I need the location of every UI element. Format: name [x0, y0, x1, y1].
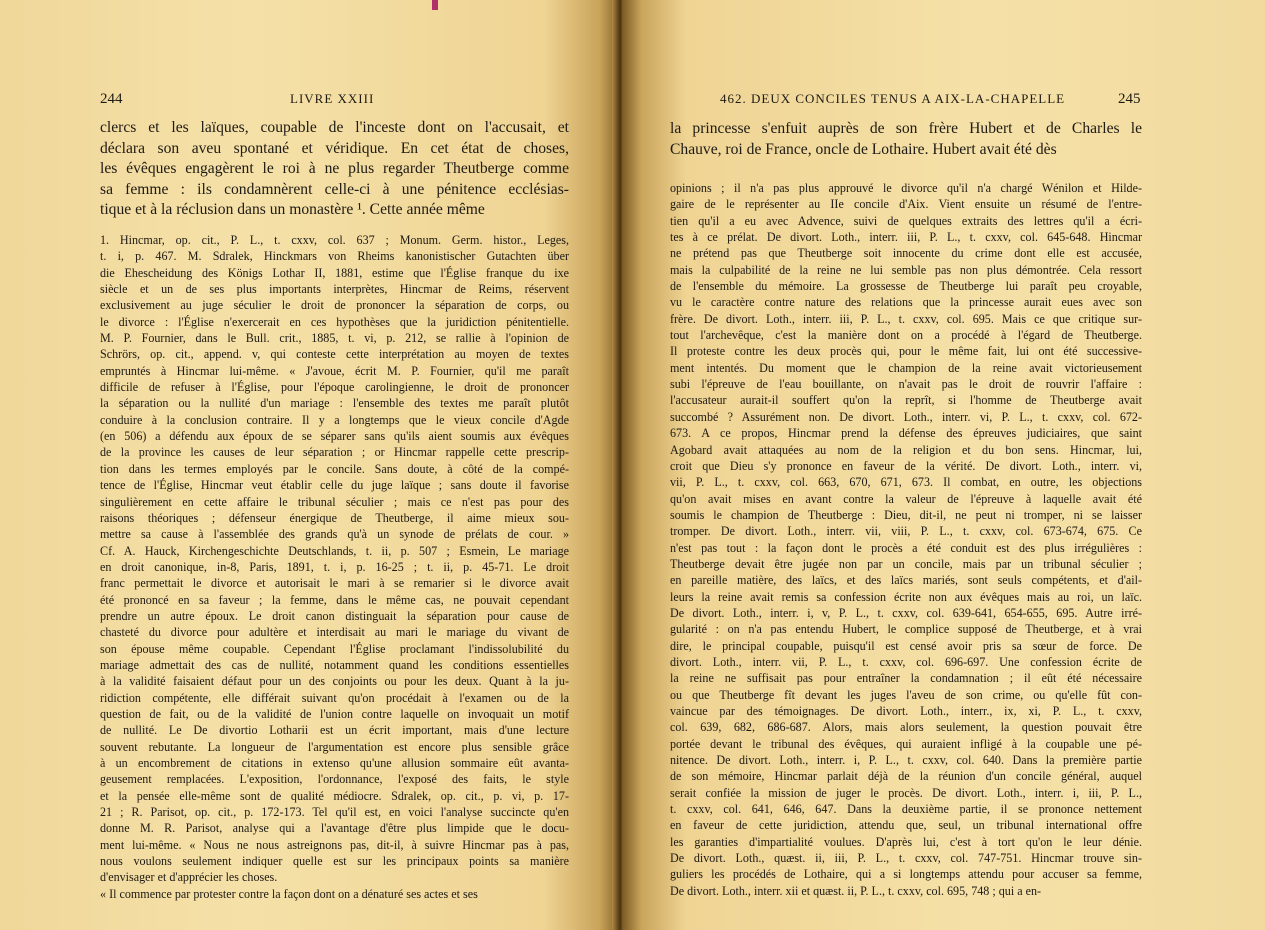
body-line: la princesse s'enfuit auprès de son frère Hubert et de Charles le: [670, 120, 1142, 137]
footnote-line: nitence. De divort. Loth., interr. i, P. L., t. cxxv, col. 640. Dans la première partie: [670, 753, 1142, 768]
footnote-line: siècle et un de ses plus importants interprètes, Hincmar de Reims, réservent: [100, 282, 569, 297]
body-line: déclara son aveu spontané et véridique. En cet état de choses,: [100, 139, 569, 157]
footnote-line: tout l'archevêque, c'est la manière dont on a procédé à l'égard de Theutberge.: [670, 328, 1142, 343]
footnote-line: ment intentés. Du moment que le champion de la reine avait victorieusement: [670, 360, 1142, 375]
footnote-line: qu'on avait mises en avant contre la valeur de l'épreuve à laquelle avait été: [670, 491, 1142, 506]
footnote-line: à la validité faisaient défaut pour un des conjoints ou pour les deux. Quant à la ju-: [100, 674, 569, 689]
right-page: [622, 0, 1265, 930]
footnote-line: mais la culpabilité de la reine ne lui semble pas non plus démontrée. Cela ressort: [670, 262, 1142, 277]
footnote-line: Cf. A. Hauck, Kirchengeschichte Deutschlands, t. ii, p. 507 ; Esmein, Le mariage: [100, 543, 569, 558]
footnote-line: « Il commence par protester contre la façon dont on a dénaturé ses actes et ses: [100, 886, 478, 901]
footnote-line: ment lui-même. « Nous ne nous astreignons pas, dit-il, à suivre Hincmar pas à pas,: [100, 837, 569, 852]
footnote-line: M. P. Fournier, dans le Bull. crit., 1885, t. vi, p. 212, se rallie à l'opinion de: [100, 331, 569, 346]
footnote-line: d'envisager et d'apprécier les choses.: [100, 870, 278, 885]
right-footnotes: [670, 180, 1142, 899]
footnote-line: 21 ; R. Parisot, op. cit., p. 172-173. Tel qu'il est, en voici l'analyse succincte qu'en: [100, 805, 569, 820]
footnote-line: en droit canonique, in-8, Paris, 1891, t. i, p. 16-25 ; t. ii, p. 45-71. Le droit: [100, 559, 569, 574]
footnote-line: nous voulons seulement indiquer quelle est sur les principaux points sa manière: [100, 854, 569, 869]
footnote-line: tes à ce prélat. De divort. Loth., interr. iii, P. L., t. cxxv, col. 645-648. Hincmar: [670, 230, 1142, 245]
footnote-line: de nullité. Le De divortio Lotharii est un écrit important, mais d'une lecture: [100, 723, 569, 738]
footnote-line: Il proteste contre les deux procès qui, pour le même fait, lui ont été successive-: [670, 344, 1142, 359]
footnote-line: Theutberge devait être jugée non par un concile, mais par un tribunal séculier ;: [670, 556, 1142, 571]
footnote-line: n'est pas tout : la façon dont le procès a été conduit est des plus irrégulières :: [670, 540, 1142, 555]
left-page-number: 244: [100, 91, 123, 107]
footnote-line: Agobard avait attaquées au nom de la religion et du bon sens. Hincmar, lui,: [670, 442, 1142, 457]
right-page-number: 245: [1118, 91, 1141, 107]
footnote-line: ou que Theutberge fît devant les juges l'aveu de son crime, ou qu'elle fût con-: [670, 687, 1142, 702]
footnote-line: de son mémoire, Hincmar parlait déjà de la réunion d'un concile général, auquel: [670, 769, 1142, 784]
footnote-line: difficile de refuser à l'Église, pour l'époque carolingienne, le droit de prononcer: [100, 380, 569, 395]
footnote-line: vii, P. L., t. cxxv, col. 663, 670, 671, 673. Il combat, en outre, les objections: [670, 475, 1142, 490]
body-line: les évêques engagèrent le roi à ne plus regarder Theutberge comme: [100, 160, 569, 178]
body-line: tique et à la réclusion dans un monastère ¹. Cette année même: [100, 201, 485, 219]
footnote-line: tion dans les termes employés par le concile. Sans doute, à côté de la compé-: [100, 461, 569, 476]
footnote-line: geusement remplacées. L'exposition, l'ordonnance, l'exposé des faits, le style: [100, 772, 569, 787]
footnote-line: col. 639, 682, 686-687. Alors, mais alors seulement, la question pouvait être: [670, 720, 1142, 735]
left-page: [0, 0, 618, 930]
footnote-line: 673. A ce propos, Hincmar prend la défense des épreuves judiciaires, que saint: [670, 426, 1142, 441]
footnote-line: singulièrement en cette affaire le tribunal séculier ; mais ce n'est pas pour des: [100, 494, 569, 509]
footnote-line: de l'ensemble du mémoire. La grossesse de Theutberge lui paraît peu croyable,: [670, 279, 1142, 294]
footnote-line: t. cxxv, col. 641, 646, 647. Dans la deuxième partie, il se prononce nettement: [670, 802, 1142, 817]
footnote-line: guliers les procédés de Lothaire, qui a si longtemps attendu pour accuser sa femme,: [670, 867, 1142, 882]
footnote-line: son épouse même coupable. Cependant l'Église proclamant l'indissolubilité du: [100, 641, 569, 656]
footnote-line: portée devant le tribunal des évêques, qui auraient infligé à la coupable une pé-: [670, 736, 1142, 751]
footnote-line: à un encombrement de citations in extenso qu'une allusion sommaire eût avanta-: [100, 756, 569, 770]
footnote-line: franc permettait le divorce et autorisait le mari à se remarier si le divorce avait: [100, 576, 569, 591]
footnote-line: dire, le principal coupable, puisqu'il est censé avoir pris sa sœur de force. De: [670, 638, 1142, 653]
footnote-line: en faveur de cette juridiction, attendu que, seul, un tribunal international offre: [670, 818, 1142, 833]
footnote-line: prendre un autre époux. Le droit canon distinguait la séparation pour cause de: [100, 608, 569, 623]
body-line: sa femme : ils condamnèrent celle-ci à une pénitence ecclésias-: [100, 180, 569, 198]
footnote-line: conduire à la conclusion contraire. Il y a longtemps que le vieux concile d'Agde: [100, 412, 569, 427]
ribbon-mark: [432, 0, 438, 10]
footnote-line: mariage admettait des cas de nullité, notamment quand les conditions essentielles: [100, 657, 569, 672]
footnote-line: donne M. R. Parisot, analyse qui a l'avantage d'être plus limpide que le docu-: [100, 821, 569, 836]
footnote-line: (en 506) a défendu aux époux de se séparer sans qu'ils aient soumis aux évêques: [100, 429, 569, 444]
footnote-line: serait confiée la mission de juger le procès. De divort. Loth., interr. i, iii, P. L.,: [670, 785, 1142, 800]
footnote-line: le divorce : l'Église n'exercerait en ces hypothèses que la juridiction pénitentielle.: [100, 314, 569, 329]
footnote-line: 1. Hincmar, op. cit., P. L., t. cxxv, col. 637 ; Monum. Germ. histor., Leges,: [100, 233, 569, 247]
footnote-line: croit que Dieu s'y prononce en faveur de la vérité. De divort. Loth., interr. vi,: [670, 458, 1142, 473]
footnote-line: subi l'épreuve de l'eau bouillante, on n'avait pas le droit de rouvrir l'affaire :: [670, 377, 1142, 392]
footnote-line: en pareille matière, des laïcs, et des laïcs mariés, sont seuls compétents, et d'ail-: [670, 573, 1142, 588]
right-running-head: 462. DEUX CONCILES TENUS A AIX-LA-CHAPELLE: [720, 91, 1066, 106]
footnote-line: vu le caractère contre nature des relations que la princesse aurait eues avec son: [670, 295, 1142, 310]
footnote-line: exclusivement au juge séculier le droit de prononcer la séparation de corps, ou: [100, 298, 569, 313]
footnote-line: chasteté du divorce pour adultère et interdisait au mari le mariage du vivant de: [100, 625, 569, 640]
footnote-line: die Ehescheidung des Königs Lothar II, 1881, estime que l'Église franque du ixe: [100, 265, 569, 280]
footnote-line: mettre sa cause à l'assemblée des grands qu'à un synode de prélats de cour. »: [100, 527, 569, 542]
footnote-line: souvent rebutante. La longueur de l'argumentation est encore plus sensible grâce: [100, 739, 569, 754]
body-line: clercs et les laïques, coupable de l'inceste dont on l'accusait, et: [100, 119, 569, 136]
footnote-line: et la pensée elle-même sont de qualité médiocre. Sdralek, op. cit., p. vi, p. 17-: [100, 788, 569, 803]
footnote-line: succombé ? Assurément non. De divort. Loth., interr. vi, P. L., t. cxxv, col. 672-: [670, 409, 1142, 424]
footnote-line: tien qu'il a eu avec Advence, suivi de quelques extraits des lettres qu'il a écri-: [670, 213, 1142, 228]
footnote-line: tromper. De divort. Loth., interr. vii, viii, P. L., t. cxxv, col. 673-674, 675. Ce: [670, 524, 1142, 539]
footnote-line: Schrörs, op. cit., append. v, qui conteste cette interprétation au moyen de textes: [100, 347, 569, 362]
footnote-line: divort. Loth., interr. vii, P. L., t. cxxv, col. 696-697. Une confession écrite de: [670, 654, 1142, 669]
footnote-line: opinions ; il n'a pas plus approuvé le divorce qu'il n'a chargé Wénilon et Hilde-: [670, 181, 1142, 195]
footnote-line: la reine ne suffisait pas pour entraîner la condamnation ; il eût été nécessaire: [670, 671, 1142, 686]
footnote-line: t. i, p. 467. M. Sdralek, Hinckmars von Rheims kanonistischer Gutachten über: [100, 249, 569, 264]
right-body-text: [670, 119, 1142, 160]
footnote-line: De divort. Loth., interr. xii et quæst. ii, P. L., t. cxxv, col. 695, 748 ; qui a en-: [670, 883, 1042, 898]
body-line: Chauve, roi de France, oncle de Lothaire. Hubert avait été dès: [670, 140, 1057, 158]
footnote-line: l'accusateur aurait-il souffert qu'on la reprît, si l'homme de Theutberge avait: [670, 393, 1142, 408]
footnote-line: question de fait, ou de la validité de l'union contre laquelle on invoquait un motif: [100, 706, 569, 721]
left-body-text: [100, 118, 569, 221]
footnote-line: De divort. Loth., interr. i, v, P. L., t. cxxv, col. 639-641, 654-655, 695. Autre irré-: [670, 605, 1142, 620]
footnote-line: frère. De divort. Loth., interr. iii, P. L., t. cxxv, col. 695. Mais ce que critique sur-: [670, 311, 1142, 326]
footnote-line: été prononcé en sa faveur ; la femme, dans le même cas, ne pouvait cependant: [100, 592, 569, 607]
footnote-line: la séparation ou la nullité d'un mariage : l'ensemble des textes me paraît plutôt: [100, 396, 569, 411]
footnote-line: raisons théoriques ; défenseur énergique de Theutberge, il aime mieux sou-: [100, 510, 569, 525]
left-footnotes: [100, 232, 569, 902]
footnote-line: les garanties d'impartialité voulues. D'après lui, c'est à tort qu'on le leur dénie.: [670, 834, 1142, 849]
footnote-line: soumis le champion de Theutberge : Dieu, dit-il, ne peut ni tromper, ni se laisser: [670, 507, 1142, 522]
footnote-line: ridiction compétente, elle différait suivant qu'on procédait à l'examen ou de la: [100, 690, 569, 705]
footnote-line: tence de l'Église, Hincmar veut établir celle du juge laïque ; sans doute il favorise: [100, 478, 569, 493]
footnote-line: leurs la reine avait remis sa confession écrite non aux évêques mais au roi, un laïc.: [670, 589, 1142, 604]
left-running-head: LIVRE XXIII: [290, 91, 375, 106]
footnote-line: empruntés à Hincmar lui-même. « J'avoue, écrit M. P. Fournier, qu'il me paraît: [100, 363, 569, 378]
footnote-line: ne prétend pas que Theutberge soit innocente du crime dont elle est accusée,: [670, 246, 1142, 261]
footnote-line: De divort. Loth., quæst. ii, iii, P. L., t. cxxv, col. 747-751. Hincmar trouve sin-: [670, 851, 1142, 866]
footnote-line: gaire de le représenter au IIe concile d'Aix. Vient ensuite un résumé de l'entre-: [670, 197, 1142, 212]
footnote-line: gularité : on n'a pas entendu Hubert, le complice supposé de Theutberge, et à vrai: [670, 622, 1142, 637]
footnote-line: de la province les causes de leur séparation ; or Hincmar rappelle cette prescrip-: [100, 445, 569, 460]
footnote-line: vaincue par des témoignages. De divort. Loth., interr., ix, xi, P. L., t. cxxv,: [670, 704, 1142, 718]
